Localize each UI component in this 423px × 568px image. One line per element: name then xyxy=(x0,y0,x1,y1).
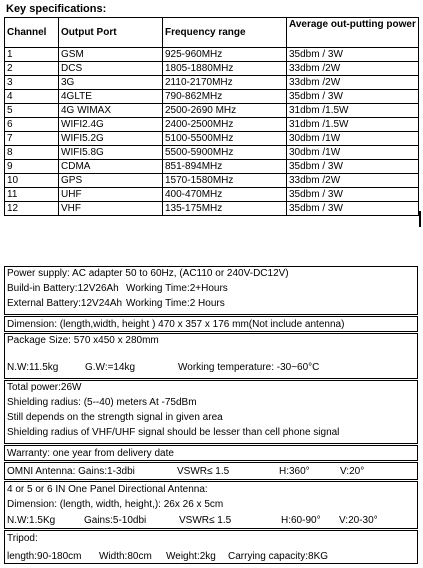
frequency-cell: 2400-2500MHz xyxy=(163,118,287,132)
total-power: Total power:26W xyxy=(7,382,82,393)
frequency-cell: 2500-2690 MHz xyxy=(163,104,287,118)
power-cell: 33dbm /2W xyxy=(287,76,419,90)
panel-horizontal: H:60-90° xyxy=(281,515,321,526)
panel-net-weight: N.W:1.5Kg xyxy=(7,515,56,526)
table-body xyxy=(5,48,419,216)
panel-antenna-specs-line xyxy=(7,515,415,527)
panel-antenna-title: 4 or 5 or 6 IN One Panel Directional Antenna: xyxy=(7,484,208,495)
power-cell: 33dbm /2W xyxy=(287,62,419,76)
warranty-section xyxy=(4,445,418,461)
page-title: Key specifications: xyxy=(6,3,107,15)
channel-cell: 5 xyxy=(5,104,59,118)
output-port-cell: CDMA xyxy=(59,160,163,174)
package-weights-line xyxy=(7,362,415,374)
panel-gains: Gains:5-10dbi xyxy=(84,515,147,526)
tripod-width: Width:80cm xyxy=(99,551,152,562)
frequency-cell: 5500-5900MHz xyxy=(163,146,287,160)
omni-antenna-line xyxy=(7,464,415,480)
table-row xyxy=(5,202,419,216)
power-cell: 35dbm / 3W xyxy=(287,90,419,104)
table-row xyxy=(5,62,419,76)
output-port-cell: GPS xyxy=(59,174,163,188)
omni-horizontal: H:360° xyxy=(279,466,310,477)
channel-cell: 2 xyxy=(5,62,59,76)
dimension-section xyxy=(4,316,418,332)
dimension-text: Dimension: (length,width, height ) 470 x 357 x 176 mm(Not include antenna) xyxy=(7,319,345,330)
frequency-cell: 135-175MHz xyxy=(163,202,287,216)
package-section xyxy=(4,333,418,379)
package-size: Package Size: 570 x450 x 280mm xyxy=(7,335,159,346)
text-cursor xyxy=(419,211,421,227)
tripod-weight: Weight:2kg xyxy=(166,551,216,562)
table-row xyxy=(5,160,419,174)
table-row xyxy=(5,132,419,146)
shielding-section xyxy=(4,380,418,444)
output-port-cell: VHF xyxy=(59,202,163,216)
channel-cell: 9 xyxy=(5,160,59,174)
gross-weight: G.W:=14kg xyxy=(85,362,136,373)
table-row xyxy=(5,90,419,104)
power-cell: 35dbm / 3W xyxy=(287,48,419,62)
warranty-text: Warranty: one year from delivery date xyxy=(7,448,174,459)
output-port-cell: WIFI5.2G xyxy=(59,132,163,146)
header-average-power: Average out-putting power xyxy=(287,18,419,48)
external-battery: External Battery:12V24Ah xyxy=(7,298,123,309)
channel-cell: 8 xyxy=(5,146,59,160)
frequency-cell: 925-960MHz xyxy=(163,48,287,62)
header-output-port: Output Port xyxy=(59,18,163,48)
channel-cell: 12 xyxy=(5,202,59,216)
panel-antenna-dimension: Dimension: (length, width, height,): 26x 26 x 5cm xyxy=(7,499,224,510)
channel-cell: 7 xyxy=(5,132,59,146)
table-row xyxy=(5,76,419,90)
power-cell: 30dbm /1W xyxy=(287,146,419,160)
tripod-title: Tripod: xyxy=(7,533,38,544)
output-port-cell: GSM xyxy=(59,48,163,62)
tripod-specs-line xyxy=(7,551,415,563)
working-temperature: Working temperature: -30~60°C xyxy=(178,362,320,373)
spec-table xyxy=(4,17,419,216)
tripod-capacity: Carrying capacity:8KG xyxy=(228,551,329,562)
panel-antenna-section xyxy=(4,481,418,529)
output-port-cell: 4G WIMAX xyxy=(59,104,163,118)
table-header-row xyxy=(5,18,419,48)
frequency-cell: 5100-5500MHz xyxy=(163,132,287,146)
power-cell: 35dbm / 3W xyxy=(287,202,419,216)
channel-cell: 3 xyxy=(5,76,59,90)
power-cell: 31dbm /1.5W xyxy=(287,104,419,118)
omni-vswr: VSWR≤ 1.5 xyxy=(177,466,230,477)
table-row xyxy=(5,48,419,62)
table-row xyxy=(5,104,419,118)
output-port-cell: WIFI5.8G xyxy=(59,146,163,160)
channel-cell: 6 xyxy=(5,118,59,132)
frequency-cell: 851-894MHz xyxy=(163,160,287,174)
header-channel: Channel xyxy=(5,18,59,48)
frequency-cell: 1570-1580MHz xyxy=(163,174,287,188)
power-section xyxy=(4,266,418,315)
output-port-cell: 3G xyxy=(59,76,163,90)
external-battery-line xyxy=(7,298,415,310)
channel-cell: 1 xyxy=(5,48,59,62)
power-cell: 35dbm / 3W xyxy=(287,160,419,174)
shielding-depends: Still depends on the strength signal in given area xyxy=(7,412,223,423)
channel-cell: 10 xyxy=(5,174,59,188)
output-port-cell: DCS xyxy=(59,62,163,76)
frequency-cell: 1805-1880MHz xyxy=(163,62,287,76)
frequency-cell: 790-862MHz xyxy=(163,90,287,104)
buildin-battery-line xyxy=(7,283,415,295)
frequency-cell: 2110-2170MHz xyxy=(163,76,287,90)
power-cell: 35dbm / 3W xyxy=(287,188,419,202)
power-cell: 30dbm /1W xyxy=(287,132,419,146)
channel-cell: 11 xyxy=(5,188,59,202)
panel-vertical: V:20-30° xyxy=(339,515,378,526)
panel-vswr: VSWR≤ 1.5 xyxy=(179,515,232,526)
frequency-cell: 400-470MHz xyxy=(163,188,287,202)
net-weight: N.W:11.5kg xyxy=(7,362,59,373)
power-cell: 33dbm /2W xyxy=(287,174,419,188)
table-row xyxy=(5,174,419,188)
omni-vertical: V:20° xyxy=(340,466,365,477)
header-frequency-range: Frequency range xyxy=(163,18,287,48)
shielding-radius: Shielding radius: (5--40) meters At -75dBm xyxy=(7,397,197,408)
omni-antenna-gains: OMNI Antenna: Gains:1-3dbi xyxy=(7,466,135,477)
table-row xyxy=(5,146,419,160)
tripod-length: length:90-180cm xyxy=(7,551,82,562)
tripod-section xyxy=(4,530,418,564)
power-supply: Power supply: AC adapter 50 to 60Hz, (AC110 or 240V-DC12V) xyxy=(7,268,289,279)
table-row xyxy=(5,118,419,132)
shielding-note: Shielding radius of VHF/UHF signal should be lesser than cell phone signal xyxy=(7,427,340,438)
table-row xyxy=(5,188,419,202)
channel-cell: 4 xyxy=(5,90,59,104)
omni-antenna-section xyxy=(4,462,418,480)
output-port-cell: UHF xyxy=(59,188,163,202)
buildin-working-time: Working Time:2+Hours xyxy=(126,283,228,294)
power-cell: 31dbm /1.5W xyxy=(287,118,419,132)
external-working-time: Working Time:2 Hours xyxy=(126,298,225,309)
buildin-battery: Build-in Battery:12V26Ah xyxy=(7,283,119,294)
output-port-cell: WIFI2.4G xyxy=(59,118,163,132)
output-port-cell: 4GLTE xyxy=(59,90,163,104)
